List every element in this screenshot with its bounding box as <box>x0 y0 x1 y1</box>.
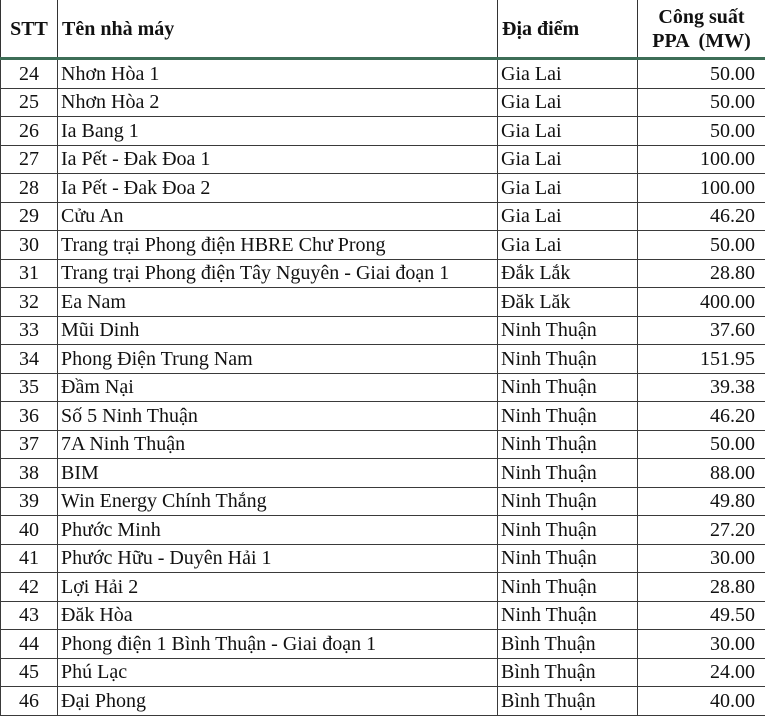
cell-plant-name: Lợi Hải 2 <box>58 573 498 602</box>
cell-location: Ninh Thuận <box>498 316 638 345</box>
cell-capacity: 100.00 <box>638 174 765 203</box>
cell-capacity: 46.20 <box>638 202 765 231</box>
cell-capacity: 88.00 <box>638 459 765 488</box>
cell-capacity: 50.00 <box>638 88 765 117</box>
cell-capacity: 28.80 <box>638 259 765 288</box>
cell-stt: 27 <box>1 145 58 174</box>
cell-plant-name: Đăk Hòa <box>58 601 498 630</box>
cell-capacity: 24.00 <box>638 658 765 687</box>
cell-plant-name: Ia Bang 1 <box>58 117 498 146</box>
cell-stt: 41 <box>1 544 58 573</box>
table-row <box>1 459 765 488</box>
cell-location: Ninh Thuận <box>498 601 638 630</box>
cell-stt: 33 <box>1 316 58 345</box>
cell-plant-name: BIM <box>58 459 498 488</box>
cell-location: Gia Lai <box>498 202 638 231</box>
table-row <box>1 288 765 317</box>
cell-location: Ninh Thuận <box>498 430 638 459</box>
cell-capacity: 27.20 <box>638 516 765 545</box>
table-row <box>1 316 765 345</box>
cell-location: Ninh Thuận <box>498 402 638 431</box>
cell-plant-name: Phong điện 1 Bình Thuận - Giai đoạn 1 <box>58 630 498 659</box>
header-capacity-line1: Công suất <box>640 5 763 29</box>
cell-stt: 44 <box>1 630 58 659</box>
cell-location: Đắk Lắk <box>498 259 638 288</box>
table-header <box>1 0 765 59</box>
table-row <box>1 202 765 231</box>
cell-location: Bình Thuận <box>498 658 638 687</box>
cell-capacity: 49.80 <box>638 487 765 516</box>
cell-plant-name: 7A Ninh Thuận <box>58 430 498 459</box>
cell-stt: 36 <box>1 402 58 431</box>
cell-plant-name: Trang trại Phong điện Tây Nguyên - Giai đoạn 1 <box>58 259 498 288</box>
cell-capacity: 50.00 <box>638 231 765 260</box>
table-body <box>1 59 765 716</box>
table-row <box>1 231 765 260</box>
cell-stt: 28 <box>1 174 58 203</box>
cell-location: Gia Lai <box>498 174 638 203</box>
cell-capacity: 40.00 <box>638 687 765 716</box>
cell-capacity: 151.95 <box>638 345 765 374</box>
table-row <box>1 487 765 516</box>
cell-plant-name: Phước Hữu - Duyên Hải 1 <box>58 544 498 573</box>
table-row <box>1 630 765 659</box>
cell-location: Ninh Thuận <box>498 544 638 573</box>
cell-plant-name: Trang trại Phong điện HBRE Chư Prong <box>58 231 498 260</box>
cell-stt: 34 <box>1 345 58 374</box>
cell-stt: 45 <box>1 658 58 687</box>
header-location: Địa điểm <box>498 0 638 59</box>
cell-location: Ninh Thuận <box>498 516 638 545</box>
cell-capacity: 50.00 <box>638 117 765 146</box>
cell-plant-name: Nhơn Hòa 1 <box>58 59 498 89</box>
cell-location: Gia Lai <box>498 88 638 117</box>
cell-stt: 32 <box>1 288 58 317</box>
table-row <box>1 402 765 431</box>
cell-stt: 43 <box>1 601 58 630</box>
cell-location: Gia Lai <box>498 59 638 89</box>
table-row <box>1 373 765 402</box>
cell-plant-name: Đầm Nại <box>58 373 498 402</box>
cell-capacity: 28.80 <box>638 573 765 602</box>
cell-location: Gia Lai <box>498 231 638 260</box>
cell-plant-name: Phước Minh <box>58 516 498 545</box>
cell-location: Bình Thuận <box>498 630 638 659</box>
cell-plant-name: Phong Điện Trung Nam <box>58 345 498 374</box>
cell-location: Ninh Thuận <box>498 459 638 488</box>
table-row <box>1 59 765 89</box>
cell-plant-name: Ea Nam <box>58 288 498 317</box>
cell-stt: 35 <box>1 373 58 402</box>
cell-capacity: 49.50 <box>638 601 765 630</box>
cell-plant-name: Ia Pết - Đak Đoa 1 <box>58 145 498 174</box>
table-row <box>1 145 765 174</box>
cell-plant-name: Nhơn Hòa 2 <box>58 88 498 117</box>
cell-capacity: 39.38 <box>638 373 765 402</box>
header-row <box>1 0 765 59</box>
cell-capacity: 30.00 <box>638 630 765 659</box>
cell-plant-name: Số 5 Ninh Thuận <box>58 402 498 431</box>
cell-stt: 39 <box>1 487 58 516</box>
table-row <box>1 345 765 374</box>
cell-stt: 29 <box>1 202 58 231</box>
cell-plant-name: Win Energy Chính Thắng <box>58 487 498 516</box>
cell-capacity: 30.00 <box>638 544 765 573</box>
table-row <box>1 174 765 203</box>
cell-capacity: 50.00 <box>638 430 765 459</box>
cell-location: Bình Thuận <box>498 687 638 716</box>
cell-plant-name: Mũi Dinh <box>58 316 498 345</box>
cell-stt: 46 <box>1 687 58 716</box>
cell-stt: 37 <box>1 430 58 459</box>
table-row <box>1 601 765 630</box>
table-row <box>1 88 765 117</box>
table-row <box>1 430 765 459</box>
cell-stt: 24 <box>1 59 58 89</box>
cell-stt: 40 <box>1 516 58 545</box>
cell-location: Đăk Lăk <box>498 288 638 317</box>
cell-stt: 25 <box>1 88 58 117</box>
cell-plant-name: Đại Phong <box>58 687 498 716</box>
table-row <box>1 658 765 687</box>
cell-capacity: 50.00 <box>638 59 765 89</box>
cell-stt: 30 <box>1 231 58 260</box>
cell-location: Gia Lai <box>498 117 638 146</box>
header-capacity <box>638 0 765 59</box>
header-plant-name: Tên nhà máy <box>58 0 498 59</box>
header-stt: STT <box>1 0 58 59</box>
cell-stt: 31 <box>1 259 58 288</box>
cell-capacity: 400.00 <box>638 288 765 317</box>
cell-location: Gia Lai <box>498 145 638 174</box>
table-row <box>1 117 765 146</box>
table-row <box>1 687 765 716</box>
cell-stt: 38 <box>1 459 58 488</box>
table-row <box>1 573 765 602</box>
table-row <box>1 516 765 545</box>
table-row <box>1 544 765 573</box>
cell-stt: 42 <box>1 573 58 602</box>
cell-plant-name: Cửu An <box>58 202 498 231</box>
cell-capacity: 37.60 <box>638 316 765 345</box>
table-row <box>1 259 765 288</box>
cell-location: Ninh Thuận <box>498 373 638 402</box>
cell-location: Ninh Thuận <box>498 345 638 374</box>
header-capacity-line2: PPA (MW) <box>640 29 763 53</box>
cell-location: Ninh Thuận <box>498 487 638 516</box>
cell-capacity: 46.20 <box>638 402 765 431</box>
cell-stt: 26 <box>1 117 58 146</box>
cell-plant-name: Ia Pết - Đak Đoa 2 <box>58 174 498 203</box>
cell-plant-name: Phú Lạc <box>58 658 498 687</box>
cell-capacity: 100.00 <box>638 145 765 174</box>
cell-location: Ninh Thuận <box>498 573 638 602</box>
